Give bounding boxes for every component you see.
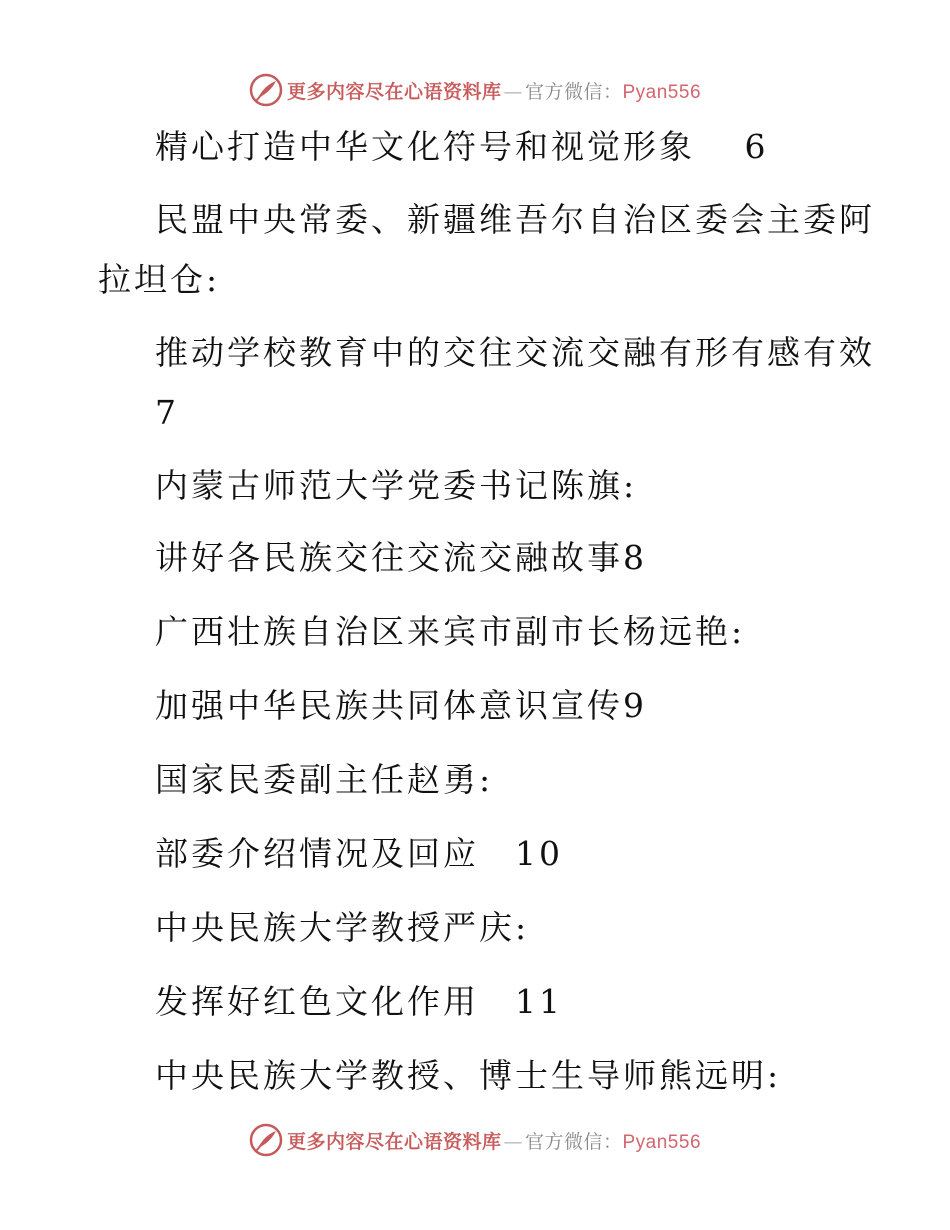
toc-line-11: 部委介绍情况及回应 10 — [155, 834, 563, 873]
toc-line-4: 推动学校教育中的交往交流交融有形有感有效 — [155, 333, 875, 372]
header-watermark — [0, 70, 950, 110]
toc-line-7: 讲好各民族交往交流交融故事8 — [155, 538, 647, 577]
watermark-id: Pyan556 — [622, 81, 702, 103]
toc-line-12: 中央民族大学教授严庆: — [155, 908, 530, 947]
toc-line-6: 内蒙古师范大学党委书记陈旗: — [155, 466, 638, 505]
footer-watermark — [0, 1120, 950, 1160]
toc-line-10: 国家民委副主任赵勇: — [155, 760, 494, 799]
toc-line-5: 7 — [155, 393, 179, 432]
toc-line-9: 加强中华民族共同体意识宣传9 — [155, 686, 647, 725]
toc-line-2: 民盟中央常委、新疆维吾尔自治区委会主委阿 — [155, 200, 875, 239]
watermark-brand: 更多内容尽在心语资料库 — [286, 80, 502, 103]
watermark-tail: 官方微信： — [524, 80, 623, 103]
feather-pen-logo-icon — [249, 73, 283, 107]
toc-line-1: 精心打造中华文化符号和视觉形象 6 — [155, 127, 769, 166]
toc-line-3: 拉坦仓: — [98, 260, 221, 299]
watermark-dash: — — [503, 80, 523, 103]
toc-line-13: 发挥好红色文化作用 11 — [155, 982, 563, 1021]
toc-line-14: 中央民族大学教授、博士生导师熊远明: — [155, 1056, 782, 1095]
toc-line-8: 广西壮族自治区来宾市副市长杨远艳: — [155, 612, 746, 651]
feather-pen-logo-icon — [249, 1123, 283, 1157]
watermark-dash: — — [503, 1130, 523, 1153]
watermark-brand: 更多内容尽在心语资料库 — [286, 1130, 502, 1153]
watermark-id: Pyan556 — [622, 1131, 702, 1153]
watermark-tail: 官方微信： — [524, 1130, 623, 1153]
